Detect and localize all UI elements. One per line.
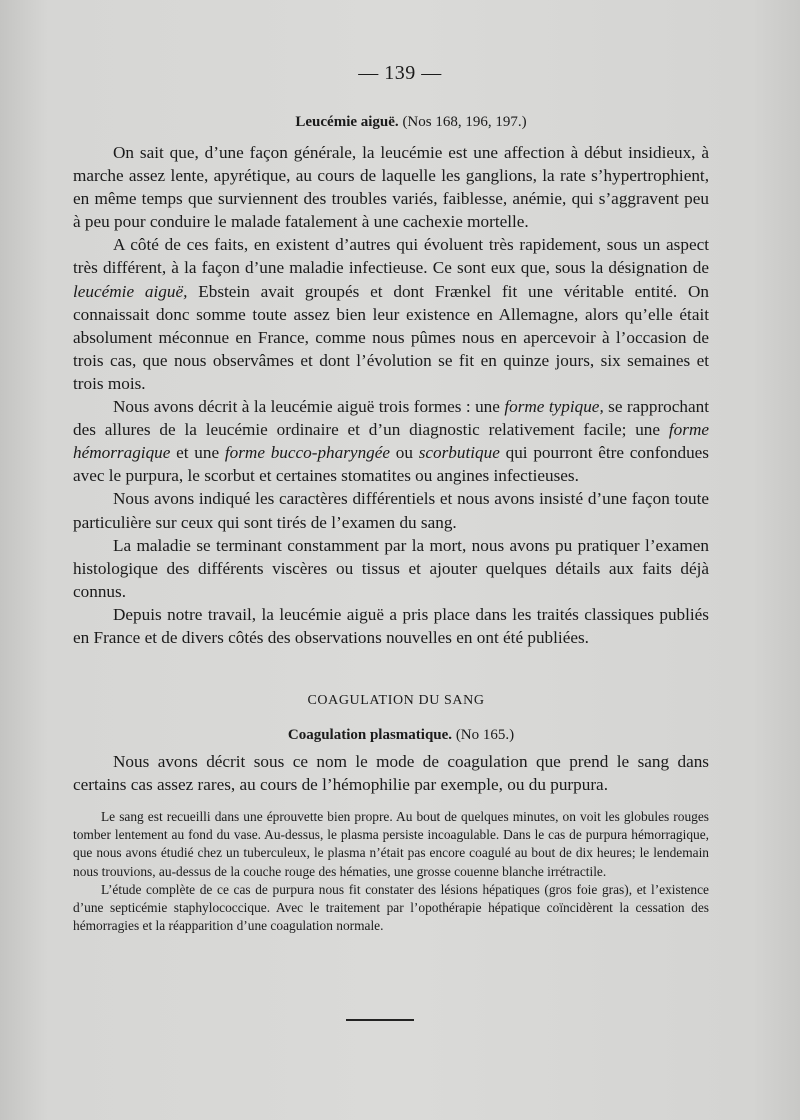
paragraph-5: La maladie se terminant constamment par la mort, nous avons pu pratiquer l’examen histologique des différents viscères ou tissus et ajouter quelques détails aux faits déjà connus. (73, 535, 709, 601)
page-content (73, 114, 709, 935)
paragraph-3 (73, 395, 709, 487)
paragraph-3-emphasis-hemorragique: forme hémorragique (73, 420, 709, 463)
paragraph-coagulation: Nous avons décrit sous ce nom le mode de coagulation que prend le sang dans certains cas assez rares, au cours de l’hémophilie par exemple, ou du purpura. (73, 752, 709, 795)
section-heading-leucemie (113, 114, 709, 131)
paragraph-4: Nous avons indiqué les caractères différentiels et nous avons insisté d’une façon toute particulière sur ceux qui sont tirés de l’examen du sang. (73, 489, 709, 532)
paragraph-3-emphasis-bucco: forme bucco-pharyngée (224, 443, 391, 463)
end-rule (346, 1019, 414, 1021)
paragraph-3-emphasis-typique: forme typique, (504, 397, 604, 417)
paragraph-2-text-b: Ebstein avait groupés et dont Frænkel fit une véritable entité. On connaissait donc somme toute assez bien leur existence en Allemagne, alors qu’elle était absolument méconnue en France, comme nous pûmes nous en apercevoir à l’occasion de trois cas, que nous observâmes et dont l’évolution se fit en quinze jours, six semaines et trois mois. (73, 281, 709, 393)
page-number: — 139 — (358, 62, 442, 84)
paragraph-2-text-a: A côté de ces faits, en existent d’autres qui évoluent très rapidement, sous un aspect très différent, à la façon d’une maladie infectieuse. Ce sont eux que, sous la désignation de (73, 235, 709, 278)
paragraph-6: Depuis notre travail, la leucémie aiguë a pris place dans les traités classiques publiés en France et de divers côtés des observations nouvelles en ont été publiées. (73, 604, 709, 647)
section-title-coagulation: COAGULATION DU SANG (307, 693, 485, 709)
section-heading-refs: (Nos 168, 196, 197.) (402, 114, 527, 130)
subsection-heading-refs: (No 165.) (455, 727, 515, 744)
paragraph-3-emphasis-scorbutique: scorbutique (418, 443, 500, 463)
subsection-heading-plasmatique (93, 727, 709, 744)
paragraph-1: On sait que, d’une façon générale, la leucémie est une affection à début insidieux, à marche assez lente, apyrétique, au cours de laquelle les ganglions, la rate s’hypertrophient, en même temps que surviennent des troubles variés, faiblesse, anémie, qui s’aggravent peu à peu pour conduire le malade fatalement à une cachexie mortelle. (73, 143, 709, 232)
paragraph-3-text-b: se rapprochant des allures de la leucémie ordinaire et d’un diagnostic relativement facile; une (73, 397, 709, 440)
paragraph-3-text-d: ou (390, 443, 419, 463)
paragraph-2 (73, 233, 709, 395)
spacer (73, 796, 709, 808)
paragraph-3-text-a: Nous avons décrit à la leucémie aiguë trois formes : une (113, 397, 505, 417)
paragraph-3-text-e: qui pourront être confondues avec le purpura, le scorbut et certaines stomatites ou angines infectieuses. (73, 443, 709, 486)
small-paragraph-1: Le sang est recueilli dans une éprouvette bien propre. Au bout de quelques minutes, on voit les globules rouges tomber lentement au fond du vase. Au-dessus, le plasma persiste incoagulable. Dans le cas de purpura hémorragique, que nous avons étudié chez un tuberculeux, le plasma n’était pas encore coagulé au bout de dix heures; le lendemain nous trouvions, au-dessus de la couche rouge des hématies, une grosse couenne blanche irrétractile. (73, 809, 709, 879)
subsection-heading-title: Coagulation plasmatique. (287, 727, 453, 744)
section-heading-title: Leucémie aiguë. (295, 114, 399, 130)
small-paragraph-2: L’étude complète de ce cas de purpura nous fit constater des lésions hépatiques (gros foie gras), et l’existence d’une septicémie staphylococcique. Avec le traitement par l’opothérapie hépatique coïncidèrent la cessation des hémorragies et la réapparition d’une coagulation normale. (73, 881, 709, 933)
paragraph-3-text-c: et une (170, 443, 225, 463)
paragraph-2-emphasis: leucémie aiguë, (73, 281, 188, 301)
